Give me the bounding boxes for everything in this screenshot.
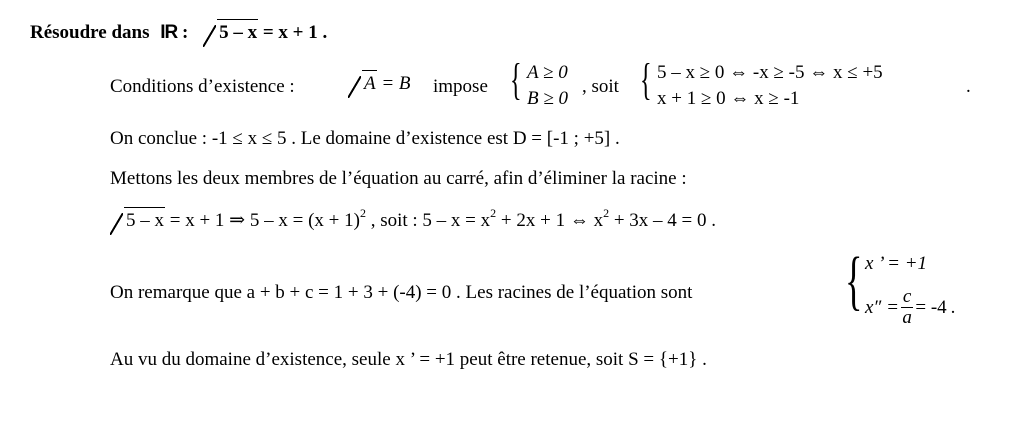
brace-left-1: { — [510, 55, 522, 104]
exponent-3: 2 — [603, 206, 610, 220]
sqrt-expression-2 — [110, 211, 165, 230]
equation-part1: = x + 1 ⇒ 5 – x = (x + 1) — [169, 210, 360, 231]
equals-b: = B — [381, 73, 411, 94]
system1-line2: B ≥ 0 — [527, 88, 569, 109]
soit-word: , soit — [582, 76, 619, 97]
roots-remark: On remarque que a + b + c = 1 + 3 + (-4) = 0 . Les racines de l’équation sont — [110, 282, 693, 303]
conditions-label: Conditions d’existence : — [110, 76, 295, 97]
problem-prefix: Résoudre dans — [30, 22, 150, 43]
exponent-2: 2 — [490, 206, 497, 220]
impose-word: impose — [433, 76, 488, 97]
exponent-1: 2 — [359, 206, 366, 220]
equation-part2: , soit : 5 – x = x — [370, 210, 491, 231]
period: . — [950, 296, 956, 318]
brace-left-2: { — [640, 55, 652, 104]
domain-conclusion: On conclue : -1 ≤ x ≤ 5 . Le domaine d’existence est D = [-1 ; +5] . — [110, 128, 620, 149]
root-one: x ’ = +1 — [865, 253, 928, 274]
equation-rhs: = x + 1 — [262, 22, 318, 43]
equation-part4: + 3x – 4 = 0 . — [609, 210, 717, 231]
root-two — [865, 287, 955, 328]
squared-equation — [110, 206, 717, 231]
fraction-denominator: a — [902, 306, 912, 328]
system2-line1: 5 – x ≥ 0 ⇔ -x ≥ -5 ⇔ x ≤ +5 — [657, 62, 883, 83]
brace-left-3: { — [845, 244, 863, 317]
root-two-rhs: = -4 — [915, 296, 947, 318]
system1-line1: A ≥ 0 — [527, 62, 568, 83]
problem-colon: : — [181, 22, 189, 43]
root-two-lhs: x″ = — [865, 296, 899, 318]
real-numbers-symbol: IR — [160, 22, 178, 43]
radicand-a: A — [362, 70, 377, 94]
fraction-c-over-a — [901, 287, 913, 328]
equation-part3: + 2x + 1 ⇔ x — [496, 210, 604, 231]
sqrt-a-expression — [348, 74, 377, 93]
radicand: 5 – x — [217, 19, 258, 43]
system2-line2: x + 1 ≥ 0 ⇔ x ≥ -1 — [657, 88, 800, 109]
radicand-2: 5 – x — [124, 207, 165, 231]
fraction-numerator: c — [902, 286, 912, 307]
squaring-instruction: Mettons les deux membres de l’équation au carré, afin d’éliminer la racine : — [110, 168, 687, 189]
sqrt-expression — [203, 23, 258, 42]
sqrt-a — [348, 74, 411, 93]
period: . — [966, 76, 971, 97]
problem-statement — [30, 23, 327, 42]
final-solution: Au vu du domaine d’existence, seule x ’ = +1 peut être retenue, soit S = {+1} . — [110, 349, 707, 370]
period: . — [322, 22, 328, 43]
